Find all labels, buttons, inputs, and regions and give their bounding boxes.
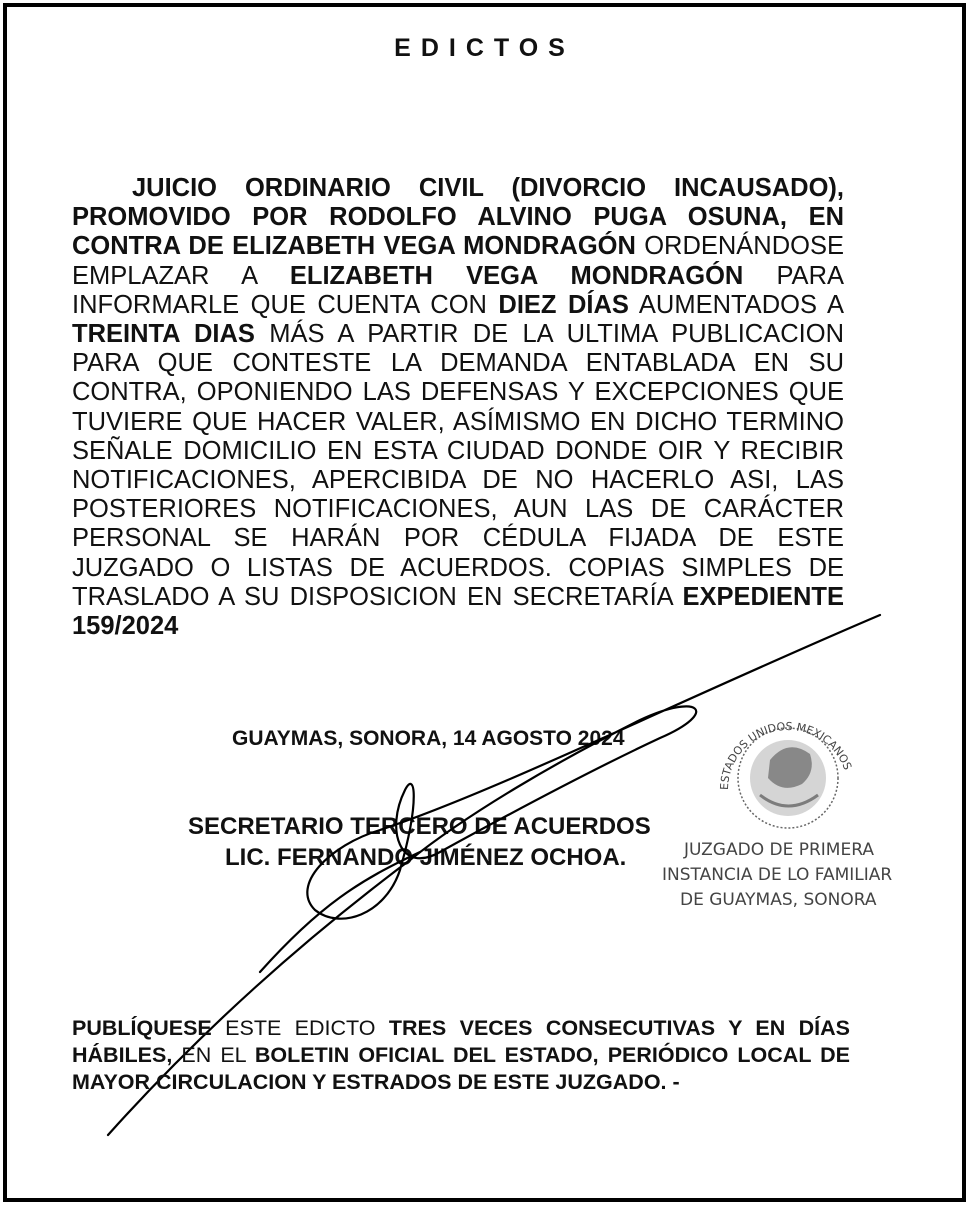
stamp-line-2: INSTANCIA DE LO FAMILIAR	[662, 865, 893, 885]
signer-role: SECRETARIO TERCERO DE ACUERDOS	[188, 813, 651, 840]
court-seal-icon	[718, 720, 854, 828]
signer-name: LIC. FERNANDO JIMÉNEZ OCHOA.	[225, 844, 627, 871]
stamp-line-1: JUZGADO DE PRIMERA	[684, 840, 874, 860]
edict-text: ORDENÁNDOSE EMPLAZAR A	[72, 232, 844, 290]
publication-instructions	[72, 1015, 850, 1096]
stamp-line-3: DE GUAYMAS, SONORA	[680, 890, 877, 910]
place-date: GUAYMAS, SONORA, 14 AGOSTO 2024	[232, 727, 625, 750]
term-days: DIEZ DÍAS	[498, 290, 629, 319]
extended-days: TREINTA DIAS	[72, 320, 255, 349]
defendant-name: ELIZABETH VEGA MONDRAGÓN	[289, 261, 744, 290]
footer-bold: TRES VECES CONSECUTIVAS Y EN DÍAS HÁBILES,	[72, 1016, 850, 1067]
footer-bold: PUBLÍQUESE	[72, 1016, 212, 1040]
document-title: EDICTOS	[394, 34, 575, 62]
footer-text: EN EL	[172, 1043, 255, 1067]
footer-bold: BOLETIN OFICIAL DEL ESTADO, PERIÓDICO LOCAL DE MAYOR CIRCULACION Y ESTRADOS DE ESTE JUZGADO. -	[72, 1043, 850, 1094]
case-heading: JUICIO ORDINARIO CIVIL (DIVORCIO INCAUSADO), PROMOVIDO POR RODOLFO ALVINO PUGA OSUNA, EN CONTRA DE ELIZABETH VEGA MONDRAGÓN	[72, 174, 844, 261]
footer-text: ESTE EDICTO	[211, 1016, 389, 1040]
edict-text: PARA INFORMARLE QUE CUENTA CON	[72, 261, 844, 319]
case-number: EXPEDIENTE 159/2024	[72, 582, 844, 641]
edict-text: MÁS A PARTIR DE LA ULTIMA PUBLICACION PARA QUE CONTESTE LA DEMANDA ENTABLADA EN SU CONTRA, OPONIENDO LAS DEFENSAS Y EXCEPCIONES QUE TUVIERE QUE HACER VALER, ASÍMISMO EN DICHO TERMINO SEÑALE DOMICILIO EN ESTA CIUDAD DONDE OIR Y RECIBIR NOTIFICACIONES, APERCIBIDA DE NO HACERLO ASI, LAS POSTERIORES NOTIFICACIONES, AUN LAS DE CARÁCTER PERSONAL SE HARÁN POR CÉDULA FIJADA DE ESTE JUZGADO O LISTAS DE ACUERDOS. COPIAS SIMPLES DE TRASLADO A SU DISPOSICION EN SECRETARÍA	[72, 320, 844, 611]
edict-text: AUMENTADOS A	[628, 290, 844, 319]
seal-ring-text: ESTADOS UNIDOS MEXICANOS	[717, 719, 855, 791]
